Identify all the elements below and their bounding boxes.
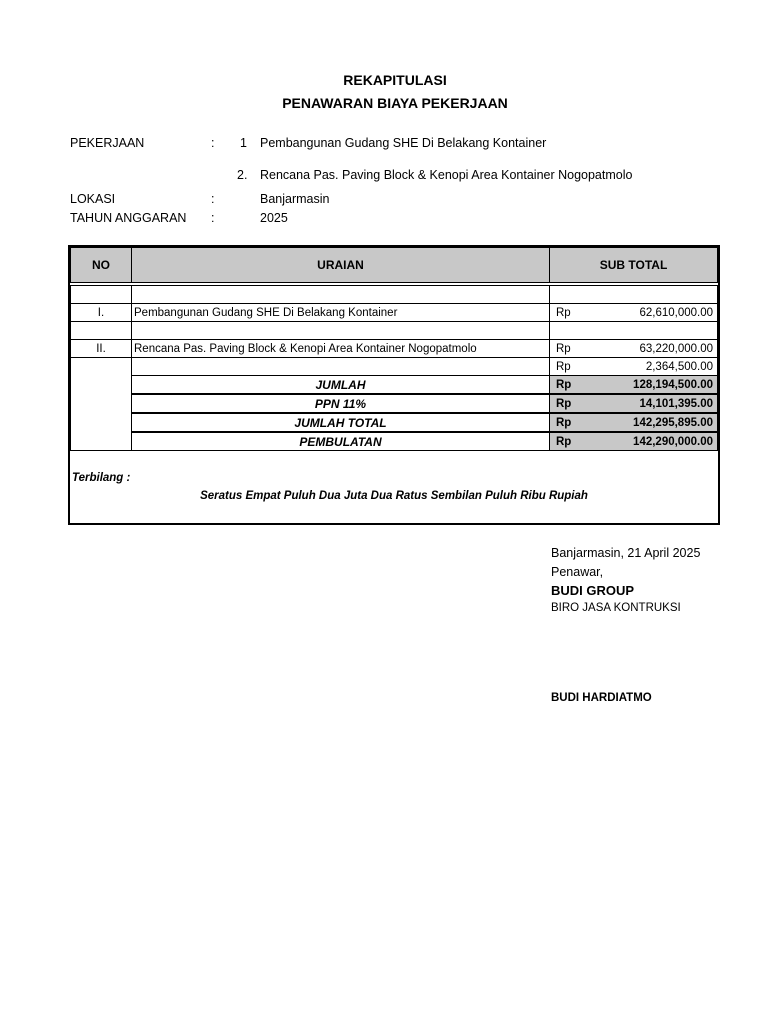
spacer-cell bbox=[70, 321, 132, 340]
pembulatan-label-text: PEMBULATAN bbox=[299, 434, 382, 449]
ppn-amount: 14,101,395.00 bbox=[639, 397, 713, 410]
lokasi-colon: : bbox=[211, 192, 215, 206]
currency-label: Rp bbox=[556, 360, 571, 373]
merged-no-cell bbox=[70, 357, 132, 451]
pekerjaan-item1-text: Pembangunan Gudang SHE Di Belakang Kontainer bbox=[260, 136, 547, 150]
ppn-label bbox=[131, 394, 550, 413]
header-no bbox=[70, 247, 132, 283]
header-no-text: NO bbox=[92, 258, 110, 272]
header-uraian-text: URAIAN bbox=[317, 258, 364, 272]
pekerjaan-colon: : bbox=[211, 136, 215, 150]
pembulatan-amount-cell bbox=[549, 432, 718, 451]
tahun-anggaran-label: TAHUN ANGGARAN bbox=[70, 211, 187, 225]
table-row-amount-cell bbox=[549, 357, 718, 376]
spacer-cell bbox=[70, 285, 132, 304]
document-subtitle: PENAWARAN BIAYA PEKERJAAN bbox=[282, 95, 508, 111]
table-row-amount-cell bbox=[549, 303, 718, 322]
pembulatan-amount: 142,290,000.00 bbox=[633, 435, 713, 448]
table-row-amount-cell bbox=[549, 339, 718, 358]
currency-label: Rp bbox=[556, 397, 572, 410]
table-row-amount: 62,610,000.00 bbox=[639, 306, 713, 319]
spacer-cell bbox=[131, 321, 550, 340]
recap-table bbox=[68, 245, 720, 525]
spacer-cell bbox=[549, 285, 718, 304]
header-subtotal bbox=[549, 247, 718, 283]
jumlah-total-label bbox=[131, 413, 550, 432]
jumlah-label-text: JUMLAH bbox=[315, 377, 366, 392]
jumlah-total-amount-cell bbox=[549, 413, 718, 432]
currency-label: Rp bbox=[556, 306, 571, 319]
currency-label: Rp bbox=[556, 435, 572, 448]
pekerjaan-item2-number: 2. bbox=[237, 168, 248, 182]
table-row-amount: 63,220,000.00 bbox=[639, 342, 713, 355]
jumlah-amount-cell bbox=[549, 375, 718, 394]
signature-penawar: Penawar, bbox=[551, 565, 604, 579]
currency-label: Rp bbox=[556, 378, 572, 391]
lokasi-value: Banjarmasin bbox=[260, 192, 330, 206]
jumlah-label bbox=[131, 375, 550, 394]
document-title: REKAPITULASI bbox=[343, 72, 447, 88]
signature-company: BUDI GROUP bbox=[551, 583, 635, 598]
table-row-amount: 2,364,500.00 bbox=[645, 360, 713, 373]
table-row-uraian: Rencana Pas. Paving Block & Kenopi Area Kontainer Nogopatmolo bbox=[131, 339, 550, 358]
ppn-label-text: PPN 11% bbox=[314, 396, 367, 411]
header-subtotal-text: SUB TOTAL bbox=[599, 258, 668, 272]
jumlah-total-amount: 142,295,895.00 bbox=[633, 416, 713, 429]
spacer-cell bbox=[549, 321, 718, 340]
lokasi-label: LOKASI bbox=[70, 192, 116, 206]
table-row-no: I. bbox=[70, 303, 132, 322]
jumlah-amount: 128,194,500.00 bbox=[633, 378, 713, 391]
spacer-cell bbox=[131, 285, 550, 304]
currency-label: Rp bbox=[556, 416, 572, 429]
pekerjaan-item1-number: 1 bbox=[240, 136, 247, 150]
signature-subtitle: BIRO JASA KONTRUKSI bbox=[551, 602, 681, 614]
jumlah-total-label-text: JUMLAH TOTAL bbox=[294, 415, 387, 430]
pekerjaan-label: PEKERJAAN bbox=[70, 136, 145, 150]
table-row-uraian bbox=[131, 357, 550, 376]
table-row-uraian: Pembangunan Gudang SHE Di Belakang Kontainer bbox=[131, 303, 550, 322]
pekerjaan-item2-text: Rencana Pas. Paving Block & Kenopi Area Kontainer Nogopatmolo bbox=[260, 168, 633, 182]
header-uraian bbox=[131, 247, 550, 283]
table-row-no: II. bbox=[70, 339, 132, 358]
tahun-anggaran-value: 2025 bbox=[260, 211, 288, 225]
terbilang-label: Terbilang : bbox=[72, 472, 131, 484]
pembulatan-label bbox=[131, 432, 550, 451]
signature-signer-name: BUDI HARDIATMO bbox=[551, 692, 652, 704]
signature-place-date: Banjarmasin, 21 April 2025 bbox=[551, 546, 701, 560]
tahun-anggaran-colon: : bbox=[211, 211, 215, 225]
currency-label: Rp bbox=[556, 342, 571, 355]
ppn-amount-cell bbox=[549, 394, 718, 413]
terbilang-text: Seratus Empat Puluh Dua Juta Dua Ratus Sembilan Puluh Ribu Rupiah bbox=[200, 490, 588, 502]
